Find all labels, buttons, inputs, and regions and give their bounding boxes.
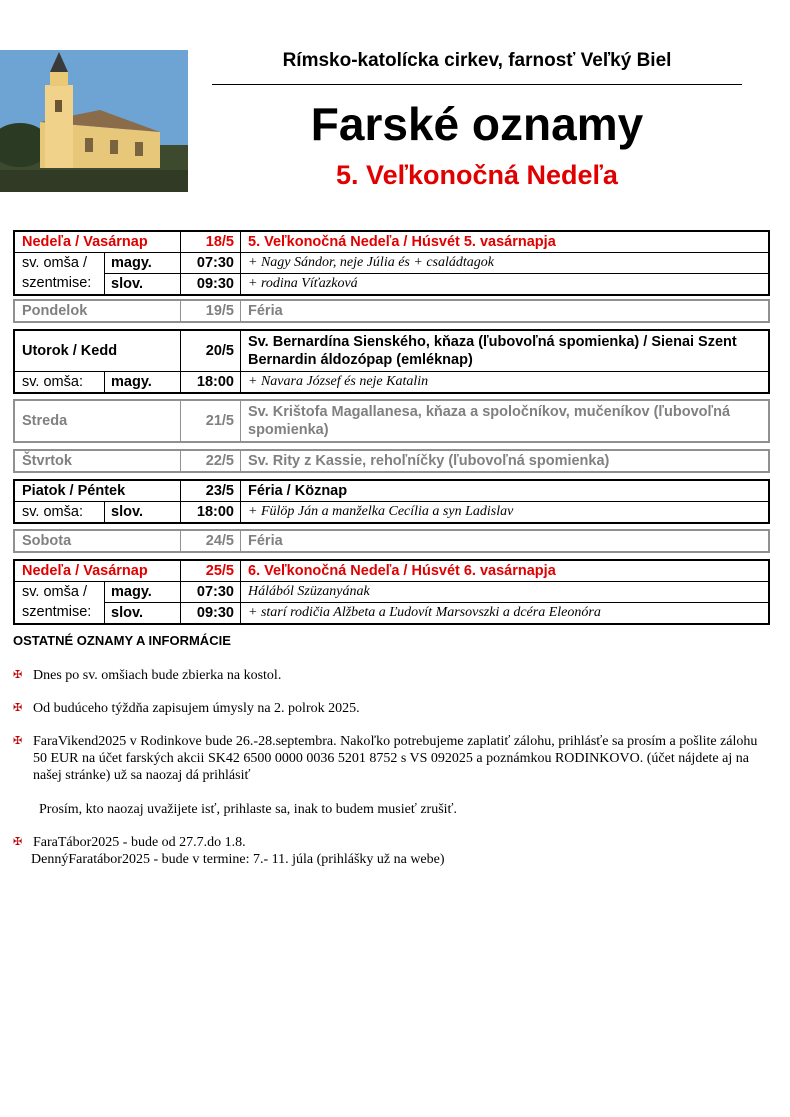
mass-language: slov. — [105, 502, 181, 522]
cross-bullet-icon: ✠ — [13, 702, 23, 714]
day-title: 6. Veľkonočná Nedeľa / Húsvét 6. vasárnapja — [248, 563, 556, 579]
mass-line — [105, 273, 768, 294]
day-title: Sv. Rity z Kassie, rehoľníčky (ľubovoľná spomienka) — [248, 453, 610, 469]
day-block-saturday — [13, 529, 770, 553]
mass-intention: + Fülöp Ján a manželka Cecília a syn Ladislav — [248, 504, 514, 519]
day-header-row — [15, 561, 768, 581]
cross-bullet-icon: ✠ — [13, 735, 23, 747]
header-divider — [212, 84, 742, 85]
day-name: Štvrtok — [15, 451, 181, 471]
day-date: 24/5 — [181, 531, 241, 551]
day-name: Streda — [15, 401, 181, 441]
announcement-item — [13, 733, 763, 818]
mass-label: sv. omša / szentmise: — [15, 253, 105, 294]
mass-time: 07:30 — [181, 253, 241, 273]
mass-line — [105, 502, 768, 522]
mass-intention: + Navara József és neje Katalin — [248, 374, 429, 389]
day-date: 23/5 — [181, 481, 241, 501]
day-title: 5. Veľkonočná Nedeľa / Húsvét 5. vasárnapja — [248, 234, 556, 250]
day-block-tuesday — [13, 329, 770, 394]
day-title: Féria — [248, 533, 283, 549]
cross-bullet-icon: ✠ — [13, 836, 23, 848]
day-name: Sobota — [15, 531, 181, 551]
page-title: Farské oznamy — [310, 98, 644, 150]
day-title: Féria — [248, 303, 283, 319]
day-header-row — [15, 401, 768, 441]
day-date: 20/5 — [181, 331, 241, 371]
day-name: Piatok / Péntek — [15, 481, 181, 501]
announcement-text: DennýFaratábor2025 - bude v termine: 7.- 11. júla (prihlášky už na webe) — [31, 852, 445, 867]
mass-time: 18:00 — [181, 502, 241, 522]
other-announcements-title: OSTATNÉ OZNAMY A INFORMÁCIE — [13, 633, 231, 648]
mass-language: slov. — [105, 603, 181, 623]
announcement-item: ✠ Od budúceho týždňa zapisujem úmysly na 2. polrok 2025. — [13, 701, 360, 716]
mass-language: magy. — [105, 582, 181, 602]
mass-intention: + starí rodičia Alžbeta a Ľudovít Marsovszki a dcéra Eleonóra — [248, 605, 601, 620]
day-date: 25/5 — [181, 561, 241, 581]
day-header-row — [15, 301, 768, 321]
day-date: 19/5 — [181, 301, 241, 321]
day-block-thursday — [13, 449, 770, 473]
announcement-text: Prosím, kto naozaj uvažijete isť, prihlaste sa, inak to budem musieť zrušiť. — [39, 802, 458, 817]
day-header-row — [15, 451, 768, 471]
day-block-sunday-18 — [13, 230, 770, 296]
mass-language: magy. — [105, 253, 181, 273]
mass-time: 09:30 — [181, 274, 241, 294]
announcement-item — [13, 834, 763, 868]
day-title: Sv. Krištofa Magallanesa, kňaza a spoločníkov, mučeníkov (ľubovoľná spomienka) — [248, 404, 731, 438]
church-photo — [0, 50, 188, 192]
day-block-wednesday — [13, 399, 770, 443]
mass-time: 18:00 — [181, 372, 241, 392]
day-date: 22/5 — [181, 451, 241, 471]
mass-label: sv. omša: — [15, 372, 105, 392]
parish-name: Rímsko-katolícka cirkev, farnosť Veľký Biel — [282, 50, 672, 71]
mass-intention: Hálából Szüzanyának — [248, 584, 370, 599]
day-header-row — [15, 331, 768, 371]
day-name: Utorok / Kedd — [15, 331, 181, 371]
announcements-list — [13, 667, 763, 884]
mass-rows — [15, 371, 768, 392]
day-date: 18/5 — [181, 232, 241, 252]
announcement-text: FaraVikend2025 v Rodinkove bude 26.-28.septembra. Nakoľko potrebujeme zaplatiť zálohu, prihlásťe sa prosím a pošlite zálohu 50 EUR na účet farských akcii SK42 6500 0000 0036 5201 8752 s VS 092025 a poznámkou RODINKOVO. (účet nájdete aj na našej stránke) už sa naozaj dá prihlásiť — [33, 734, 758, 783]
day-block-sunday-25 — [13, 559, 770, 625]
page-subtitle: 5. Veľkonočná Nedeľa — [336, 160, 618, 190]
mass-language: slov. — [105, 274, 181, 294]
mass-time: 09:30 — [181, 603, 241, 623]
day-header-row — [15, 481, 768, 501]
day-block-friday — [13, 479, 770, 524]
mass-label: sv. omša: — [15, 502, 105, 522]
day-date: 21/5 — [181, 401, 241, 441]
day-name: Nedeľa / Vasárnap — [15, 232, 181, 252]
day-block-monday — [13, 299, 770, 323]
mass-intention: + rodina Víťazková — [248, 276, 358, 291]
mass-rows — [15, 581, 768, 623]
announcement-item: ✠ Dnes po sv. omšiach bude zbierka na kostol. — [13, 668, 282, 683]
cross-bullet-icon: ✠ — [13, 669, 23, 681]
day-title: Sv. Bernardína Sienského, kňaza (ľubovoľná spomienka) / Sienai Szent Bernardin áldozópap (emléknap) — [248, 334, 737, 368]
day-title: Féria / Köznap — [248, 483, 348, 499]
mass-rows — [15, 252, 768, 294]
day-name: Nedeľa / Vasárnap — [15, 561, 181, 581]
mass-language: magy. — [105, 372, 181, 392]
day-header-row — [15, 232, 768, 252]
mass-label: sv. omša / szentmise: — [15, 582, 105, 623]
day-header-row — [15, 531, 768, 551]
mass-line — [105, 372, 768, 392]
mass-time: 07:30 — [181, 582, 241, 602]
mass-intention: + Nagy Sándor, neje Júlia és + családtagok — [248, 255, 494, 270]
mass-line — [105, 253, 768, 273]
announcement-text: FaraTábor2025 - bude od 27.7.do 1.8. — [33, 835, 246, 850]
mass-rows — [15, 501, 768, 522]
mass-line — [105, 602, 768, 623]
day-name: Pondelok — [15, 301, 181, 321]
mass-line — [105, 582, 768, 602]
